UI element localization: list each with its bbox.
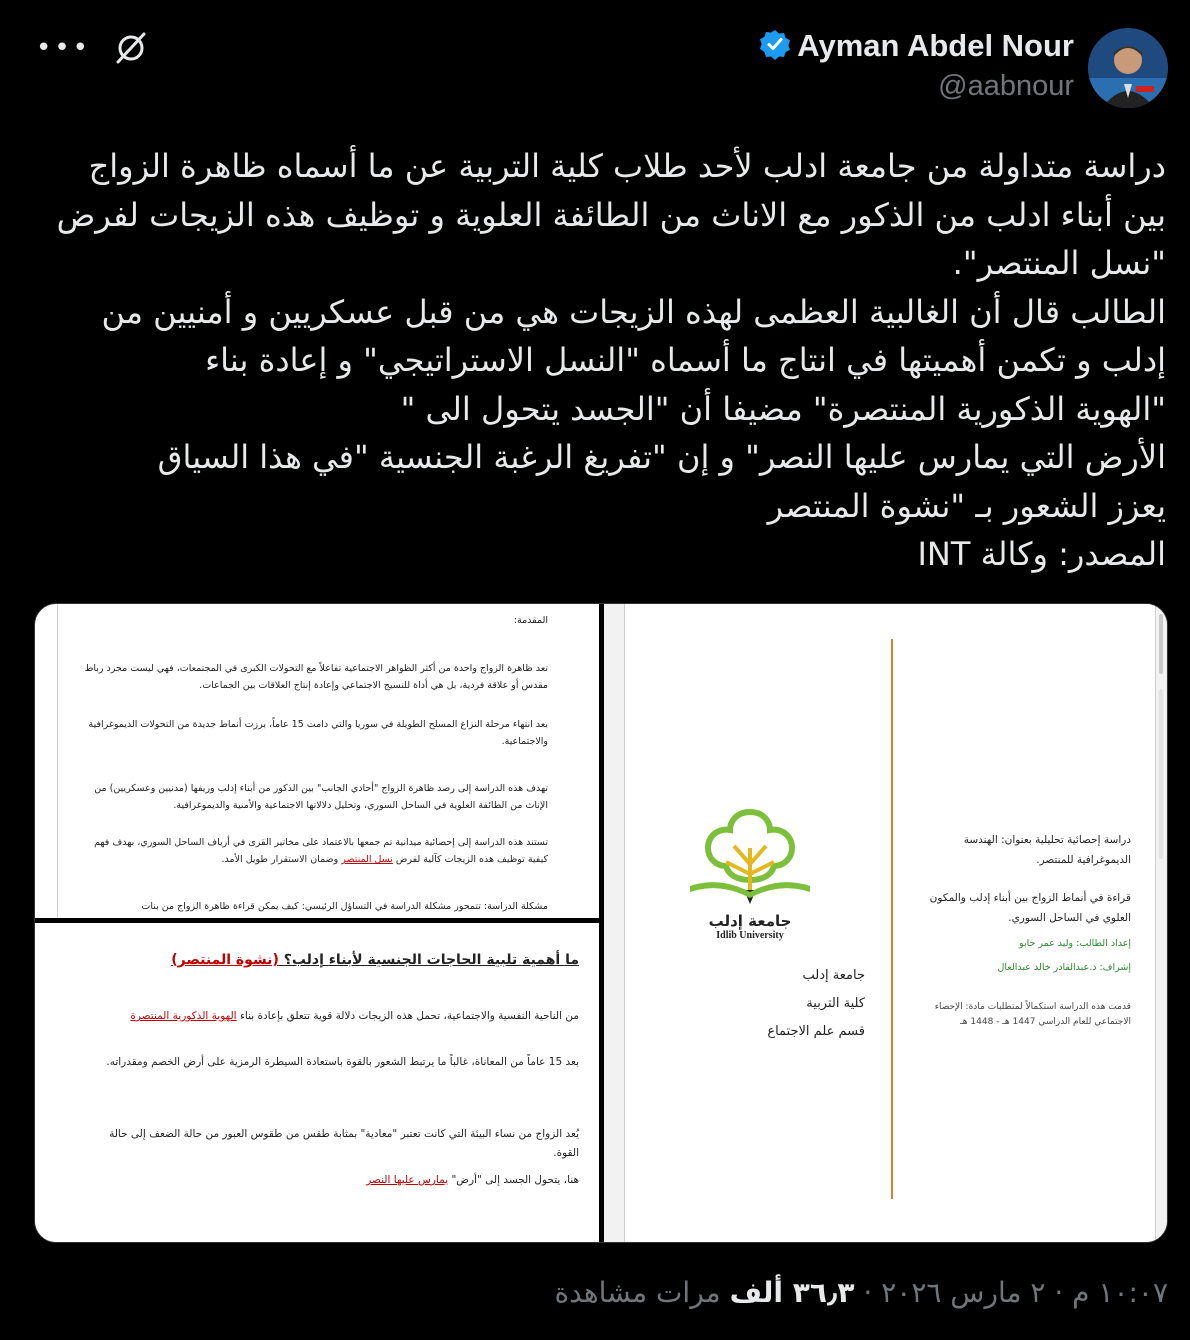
study-subtitle: قراءة في أنماط الزواج بين أبناء إدلب والمكون العلوي في الساحل السوري. (929, 892, 1131, 924)
doc-text: تستند هذه الدراسة إلى إحصائية ميدانية تم جمعها بالاعتماد على مخاتير القرى في أرياف الساحل السوري، بهدف فهم كيفية توظيف هذه الزيجات كآلية لفرض (94, 837, 548, 865)
doc-paragraph: يُعد الزواج من نساء البيئة التي كانت تعتبر "معادية" بمثابة طقس من طقوس العبور من حالة الضعف إلى حالة القوة. (109, 1128, 579, 1159)
tweet-text (40, 142, 1166, 579)
scrollbar[interactable] (1159, 614, 1163, 674)
doc-paragraph (95, 1171, 579, 1190)
logo-text-en: Idlib University (716, 930, 784, 941)
doc-heading: المقدمة: (513, 615, 548, 626)
tweet-line: يعزز الشعور بـ "نشوة المنتصر (767, 486, 1166, 525)
study-note: قدمت هذه الدراسة استكمالاً لمتطلبات مادة: الإحصاء الاجتماعي للعام الدراسي 1447 هـ - 1448 هـ (934, 1002, 1131, 1027)
supervisor-name: إشراف: د.عبدالقادر خالد عبدالعال (997, 962, 1131, 973)
media-divider (599, 604, 604, 1242)
author-handle[interactable]: @aabnour (938, 70, 1074, 102)
more-options-icon[interactable]: ••• (36, 33, 92, 63)
name-row (759, 28, 1074, 64)
avatar[interactable] (1088, 28, 1168, 108)
doc-text: وضمان الاستقرار طويل الأمد. (221, 854, 339, 865)
study-block (911, 830, 1131, 1030)
student-name: إعداد الطالب: وليد عمر حابو (1019, 938, 1131, 949)
tweet-footer (555, 1276, 1168, 1309)
media-grid[interactable] (34, 603, 1168, 1243)
doc-title-text: ما أهمية تلبية الحاجات الجنسية لأبناء إدلب؟ (283, 952, 579, 968)
scrollbar-track[interactable] (1159, 689, 1163, 859)
media-image-needs[interactable] (35, 923, 599, 1242)
tweet-line: إدلب و تكمن أهميتها في انتاج ما أسماه "النسل الاستراتيجي" و إعادة بناء (205, 341, 1166, 379)
tweet-line: "نسل المنتصر". (952, 244, 1166, 282)
verified-badge-icon (759, 28, 791, 64)
tweet-line: المصدر: وكالة INT (917, 535, 1166, 573)
top-actions (36, 30, 149, 66)
author-block (759, 28, 1168, 108)
views-label: مرات مشاهدة (554, 1276, 721, 1309)
grok-icon[interactable] (113, 30, 149, 66)
doc-paragraph: تعد ظاهرة الزواج واحدة من أكثر الظواهر الاجتماعية تفاعلاً مع التحولات الكبرى في المجتمعات، فهي ليست مجرد رباط مقدس أو علاقة فردية، بل هي أداة للنسيج الاجتماعي وإعادة إنتاج العلاقات بين الجماعات. (84, 663, 548, 691)
university-name: جامعة إدلب (802, 968, 865, 983)
media-image-intro[interactable] (57, 604, 596, 918)
doc-paragraph (72, 834, 548, 868)
doc-paragraph: بعد انتهاء مرحلة النزاع المسلح الطويلة في سوريا والتي دامت 15 عاماً، برزت أنماط جديدة من التحولات الديموغرافية والاجتماعية. (88, 719, 548, 747)
doc-paragraph: مشكلة الدراسة: تتمحور مشكلة الدراسة في التساؤل الرئيسي: كيف يمكن قراءة ظاهرة الزواج من بنات (141, 901, 548, 912)
university-block (767, 962, 865, 1046)
doc-highlight: الهوية الذكورية المنتصرة (130, 1010, 237, 1022)
tweet-line: الأرض التي يمارس عليها النصر" و إن "تفريغ الرغبة الجنسية "في هذا السياق (157, 438, 1166, 476)
cover-page (624, 604, 1156, 1242)
views-count: ٣٦٫٣ ألف (729, 1276, 855, 1309)
doc-text: هنا، يتحول الجسد إلى "أرض" (451, 1174, 579, 1186)
faculty-name: كلية التربية (806, 996, 865, 1011)
media-divider (35, 918, 599, 923)
media-image-cover[interactable] (604, 604, 1167, 1242)
author-text (759, 28, 1074, 103)
timestamp[interactable]: ١٠:٠٧ م · ٢ مارس ٢٠٢٦ · (863, 1276, 1168, 1309)
study-title: دراسة إحصائية تحليلية بعنوان: الهندسة الديموغرافية للمنتصر. (963, 834, 1131, 866)
university-logo (680, 794, 820, 954)
doc-paragraph: تهدف هذه الدراسة إلى رصد ظاهرة الزواج "أحادي الجانب" بين الذكور من أبناء إدلب وريفها (مدنيين وعسكريين) من الإناث من الطائفة العلوية في الساحل السوري، وتحليل دلالاتها الاجتماعية والأمنية والديموغرافية. (94, 783, 548, 811)
doc-highlight: نسل المنتصر (341, 854, 393, 865)
doc-title (171, 951, 579, 970)
doc-paragraph (95, 1007, 579, 1026)
tweet-line: دراسة متداولة من جامعة ادلب لأحد طلاب كلية التربية عن ما أسماه ظاهرة الزواج (88, 147, 1166, 185)
author-display-name[interactable]: Ayman Abdel Nour (797, 28, 1074, 63)
tweet-line: الطالب قال أن الغالبية العظمى لهذه الزيجات هي من قبل عسكريين و أمنيين من (101, 292, 1166, 331)
tweet-line: بين أبناء ادلب من الذكور مع الاناث من الطائفة العلوية و توظيف هذه الزيجات لفرض (56, 195, 1166, 234)
doc-text: من الناحية النفسية والاجتماعية، تحمل هذه الزيجات دلالة قوية تتعلق بإعادة بناء (239, 1010, 579, 1022)
logo-text-ar: جامعة إدلب (708, 912, 792, 930)
department-name: قسم علم الاجتماع (767, 1024, 865, 1039)
cover-divider (891, 639, 893, 1199)
tweet-line: "الهوية الذكورية المنتصرة" مضيفا أن "الجسد يتحول الى " (400, 389, 1166, 428)
doc-highlight: يمارس عليها النصر (366, 1174, 449, 1186)
doc-title-highlight: (نشوة المنتصر) (171, 952, 279, 968)
doc-paragraph: بعد 15 عاماً من المعاناة، غالباً ما يرتبط الشعور بالقوة باستعادة السيطرة الرمزية على أرض الخصم ومقدراته. (106, 1056, 579, 1068)
tree-logo-icon (680, 794, 820, 914)
